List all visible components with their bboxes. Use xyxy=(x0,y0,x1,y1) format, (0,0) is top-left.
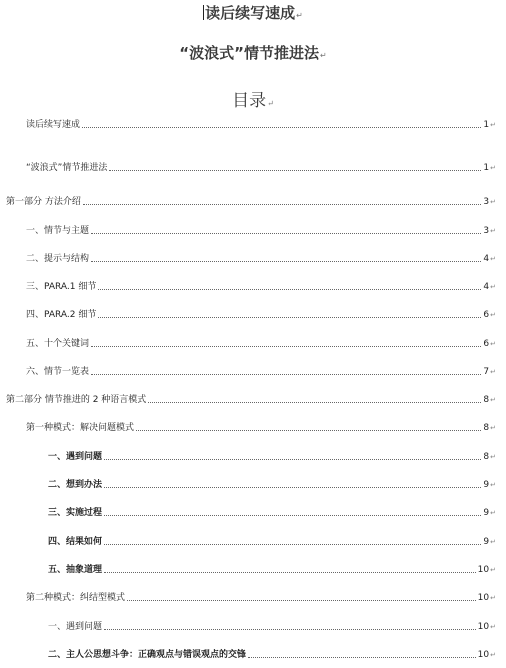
toc-entry[interactable] xyxy=(26,119,496,131)
toc-page-number: 9↵ xyxy=(483,537,496,547)
paragraph-mark-icon: ↵ xyxy=(490,198,496,206)
toc-leader-dots xyxy=(98,317,481,318)
paragraph-mark-icon: ↵ xyxy=(490,538,496,546)
paragraph-mark-icon: ↵ xyxy=(490,623,496,631)
toc-entry-label: 三、实施过程 xyxy=(48,508,103,518)
toc-leader-dots xyxy=(148,402,481,403)
toc-entry-label: 第一部分 方法介绍 xyxy=(6,197,81,207)
toc-leader-dots xyxy=(83,204,482,205)
toc-entry[interactable] xyxy=(26,422,496,434)
paragraph-mark-icon: ↵ xyxy=(490,311,496,319)
toc-page-number: 10↵ xyxy=(477,622,496,632)
toc-leader-dots xyxy=(109,170,481,171)
paragraph-mark-icon: ↵ xyxy=(490,424,496,432)
paragraph-mark-icon: ↵ xyxy=(267,99,274,108)
toc-leader-dots xyxy=(127,600,476,601)
paragraph-mark-icon: ↵ xyxy=(490,368,496,376)
toc-page-number: 1↵ xyxy=(483,163,496,173)
toc-entry[interactable] xyxy=(48,621,496,633)
paragraph-mark-icon: ↵ xyxy=(490,453,496,461)
toc-heading: 目录↵ xyxy=(232,91,274,111)
toc-entry[interactable] xyxy=(26,225,496,237)
toc-leader-dots xyxy=(104,629,476,630)
toc-page-number: 3↵ xyxy=(483,197,496,207)
toc-page-number: 1↵ xyxy=(483,120,496,130)
toc-entry-label: 二、提示与结构 xyxy=(26,254,90,264)
toc-entry-label: 五、十个关键词 xyxy=(26,339,90,349)
toc-leader-dots xyxy=(91,374,481,375)
toc-leader-dots xyxy=(98,289,481,290)
paragraph-mark-icon: ↵ xyxy=(490,651,496,659)
toc-entry-label: 五、抽象道理 xyxy=(48,565,103,575)
text-cursor xyxy=(203,5,204,20)
toc-entry[interactable] xyxy=(26,592,496,604)
toc-entry-label: 一、遇到问题 xyxy=(48,622,103,632)
toc-entry-label: 一、情节与主题 xyxy=(26,226,90,236)
toc-entry[interactable] xyxy=(6,196,496,208)
toc-page-number: 8↵ xyxy=(483,452,496,462)
toc-page-number: 8↵ xyxy=(483,395,496,405)
paragraph-mark-icon: ↵ xyxy=(296,11,303,20)
toc-entry-label: “波浪式”情节推进法 xyxy=(26,163,108,173)
toc-entry[interactable] xyxy=(48,451,496,463)
toc-page-number: 9↵ xyxy=(483,508,496,518)
toc-entry[interactable] xyxy=(48,536,496,548)
document-title: 读后续写速成↵ xyxy=(205,4,303,22)
toc-page-number: 4↵ xyxy=(483,282,496,292)
toc-leader-dots xyxy=(104,487,481,488)
toc-leader-dots xyxy=(104,572,476,573)
toc-leader-dots xyxy=(104,544,481,545)
paragraph-mark-icon: ↵ xyxy=(490,481,496,489)
toc-entry[interactable] xyxy=(26,366,496,378)
toc-entry-label: 一、遇到问题 xyxy=(48,452,103,462)
toc-entry-label: 第二种模式：纠结型模式 xyxy=(26,593,126,603)
toc-entry[interactable] xyxy=(26,309,496,321)
paragraph-mark-icon: ↵ xyxy=(320,51,327,60)
toc-entry-label: 四、PARA.2 细节 xyxy=(26,310,97,320)
paragraph-mark-icon: ↵ xyxy=(490,594,496,602)
toc-page-number: 8↵ xyxy=(483,423,496,433)
toc-leader-dots xyxy=(104,515,481,516)
paragraph-mark-icon: ↵ xyxy=(490,509,496,517)
toc-leader-dots xyxy=(91,346,481,347)
toc-leader-dots xyxy=(136,430,481,431)
document-subtitle: “波浪式”情节推进法↵ xyxy=(179,44,327,62)
toc-entry[interactable] xyxy=(48,507,496,519)
toc-page-number: 4↵ xyxy=(483,254,496,264)
toc-page-number: 7↵ xyxy=(483,367,496,377)
paragraph-mark-icon: ↵ xyxy=(490,164,496,172)
toc-entry-label: 三、PARA.1 细节 xyxy=(26,282,97,292)
toc-entry-label: 六、情节一览表 xyxy=(26,367,90,377)
toc-entry[interactable] xyxy=(48,564,496,576)
toc-leader-dots xyxy=(248,657,476,658)
toc-entry[interactable] xyxy=(6,394,496,406)
toc-entry[interactable] xyxy=(26,162,496,174)
toc-leader-dots xyxy=(82,127,481,128)
toc-entry[interactable] xyxy=(48,479,496,491)
toc-entry-label: 二、想到办法 xyxy=(48,480,103,490)
toc-entry-label: 二、主人公思想斗争：正确观点与错误观点的交锋 xyxy=(48,650,247,660)
paragraph-mark-icon: ↵ xyxy=(490,255,496,263)
toc-entry-label: 第一种模式：解决问题模式 xyxy=(26,423,135,433)
toc-entry[interactable] xyxy=(48,649,496,661)
toc-page-number: 9↵ xyxy=(483,480,496,490)
paragraph-mark-icon: ↵ xyxy=(490,340,496,348)
toc-entry-label: 四、结果如何 xyxy=(48,537,103,547)
paragraph-mark-icon: ↵ xyxy=(490,227,496,235)
paragraph-mark-icon: ↵ xyxy=(490,283,496,291)
toc-page-number: 10↵ xyxy=(477,593,496,603)
paragraph-mark-icon: ↵ xyxy=(490,566,496,574)
toc-leader-dots xyxy=(91,261,481,262)
toc-page-number: 3↵ xyxy=(483,226,496,236)
toc-page-number: 10↵ xyxy=(477,650,496,660)
toc-page-number: 6↵ xyxy=(483,310,496,320)
toc-leader-dots xyxy=(91,233,481,234)
toc-leader-dots xyxy=(104,459,481,460)
toc-entry[interactable] xyxy=(26,253,496,265)
paragraph-mark-icon: ↵ xyxy=(490,396,496,404)
toc-entry-label: 第二部分 情节推进的 2 种语言模式 xyxy=(6,395,147,405)
paragraph-mark-icon: ↵ xyxy=(490,121,496,129)
toc-entry[interactable] xyxy=(26,338,496,350)
toc-entry-label: 读后续写速成 xyxy=(26,120,81,130)
toc-page-number: 6↵ xyxy=(483,339,496,349)
toc-entry[interactable] xyxy=(26,281,496,293)
toc-page-number: 10↵ xyxy=(477,565,496,575)
